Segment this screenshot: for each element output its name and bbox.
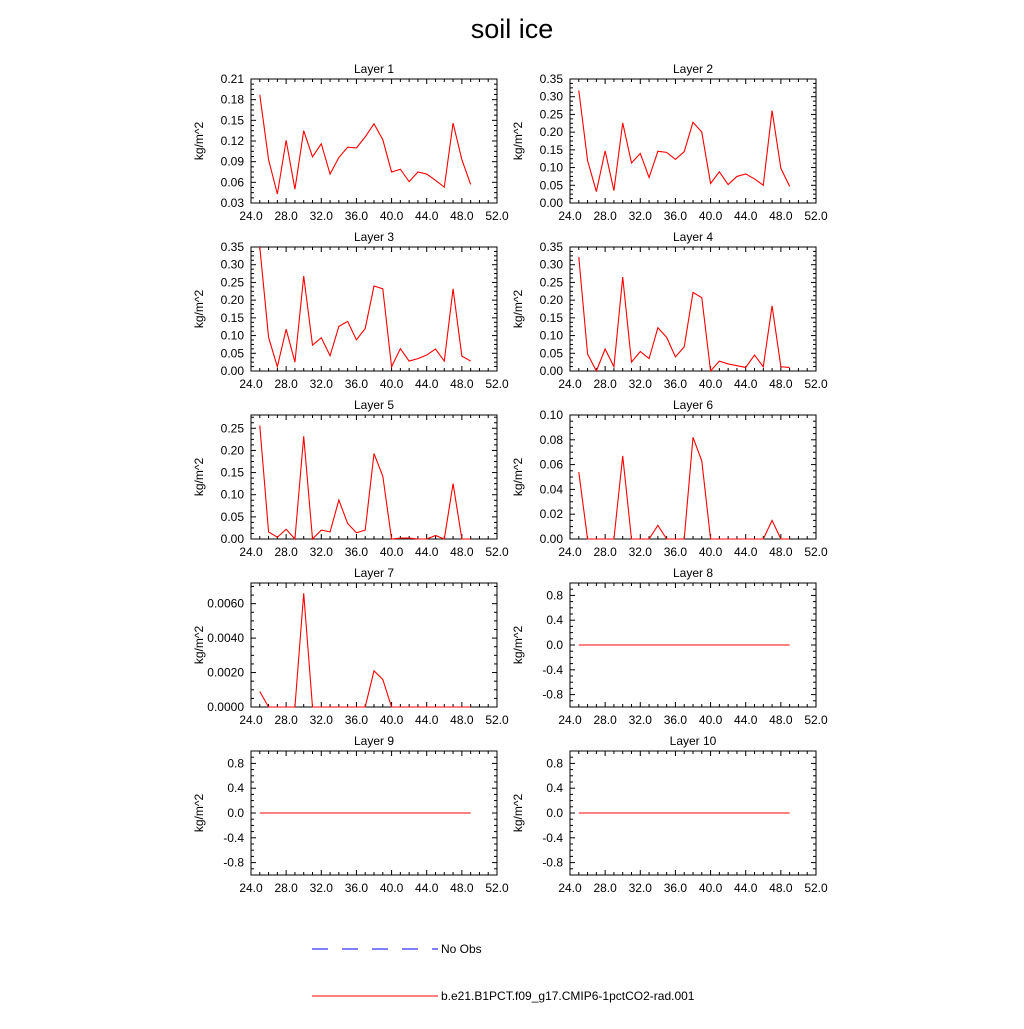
series-line bbox=[260, 593, 471, 707]
x-tick-label: 28.0 bbox=[593, 377, 617, 391]
x-tick-label: 28.0 bbox=[593, 545, 617, 559]
x-tick-label: 32.0 bbox=[628, 377, 652, 391]
y-tick-label: 0.15 bbox=[220, 113, 244, 128]
x-tick-label: 36.0 bbox=[344, 209, 369, 223]
x-tick-label: 32.0 bbox=[309, 545, 333, 559]
y-axis-label: kg/m^2 bbox=[511, 121, 525, 161]
x-tick-label: 48.0 bbox=[769, 209, 793, 223]
x-tick-label: 44.0 bbox=[415, 209, 439, 223]
y-tick-label: 0.4 bbox=[227, 781, 244, 796]
y-tick-label: 0.02 bbox=[539, 507, 563, 522]
chart-panel-8 bbox=[511, 566, 828, 727]
x-tick-label: 36.0 bbox=[344, 713, 369, 727]
x-tick-label: 36.0 bbox=[663, 713, 688, 727]
x-tick-label: 32.0 bbox=[309, 881, 333, 895]
series-line bbox=[260, 95, 471, 194]
x-tick-label: 24.0 bbox=[239, 545, 263, 559]
x-tick-label: 48.0 bbox=[769, 377, 793, 391]
y-tick-label: 0.00 bbox=[539, 532, 563, 546]
x-tick-label: 40.0 bbox=[698, 377, 723, 391]
x-tick-label: 24.0 bbox=[558, 377, 582, 391]
chart-panel-3 bbox=[192, 230, 509, 391]
y-tick-label: -0.8 bbox=[542, 687, 563, 702]
x-tick-label: 40.0 bbox=[698, 881, 723, 895]
x-tick-label: 28.0 bbox=[593, 209, 617, 223]
x-tick-label: 52.0 bbox=[804, 209, 828, 223]
y-axis-label: kg/m^2 bbox=[511, 793, 525, 833]
x-tick-label: 32.0 bbox=[309, 713, 333, 727]
y-tick-label: 0.30 bbox=[220, 257, 244, 272]
x-tick-label: 24.0 bbox=[558, 545, 582, 559]
y-tick-label: 0.35 bbox=[220, 240, 244, 254]
y-tick-label: 0.15 bbox=[539, 310, 563, 325]
y-tick-label: 0.4 bbox=[546, 613, 563, 628]
y-tick-label: 0.25 bbox=[220, 421, 244, 436]
chart-panel-6 bbox=[511, 398, 828, 559]
y-tick-label: 0.0040 bbox=[207, 631, 244, 646]
y-tick-label: 0.25 bbox=[539, 107, 563, 122]
panel-title: Layer 6 bbox=[672, 398, 714, 412]
series-line bbox=[260, 426, 471, 539]
y-tick-label: 0.10 bbox=[220, 328, 244, 343]
y-axis-label: kg/m^2 bbox=[511, 457, 525, 497]
panel-title: Layer 5 bbox=[353, 398, 395, 412]
x-tick-label: 32.0 bbox=[309, 209, 333, 223]
y-tick-label: 0.20 bbox=[220, 443, 244, 458]
y-axis-label: kg/m^2 bbox=[192, 625, 206, 665]
y-tick-label: 0.21 bbox=[220, 72, 244, 86]
y-tick-label: 0.8 bbox=[227, 756, 244, 771]
plot-frame bbox=[251, 247, 497, 371]
x-tick-label: 44.0 bbox=[734, 545, 758, 559]
legend bbox=[312, 942, 695, 1003]
y-tick-label: 0.00 bbox=[539, 364, 563, 378]
x-tick-label: 36.0 bbox=[663, 377, 688, 391]
y-tick-label: 0.30 bbox=[539, 89, 563, 104]
y-axis-label: kg/m^2 bbox=[511, 289, 525, 329]
x-tick-label: 52.0 bbox=[485, 545, 509, 559]
series-line bbox=[579, 257, 790, 371]
y-tick-label: 0.8 bbox=[546, 756, 563, 771]
chart-panel-1 bbox=[192, 62, 509, 223]
x-tick-label: 52.0 bbox=[804, 881, 828, 895]
x-tick-label: 48.0 bbox=[769, 713, 793, 727]
x-tick-label: 44.0 bbox=[415, 713, 439, 727]
y-tick-label: 0.05 bbox=[539, 346, 563, 361]
x-tick-label: 24.0 bbox=[239, 713, 263, 727]
y-tick-label: 0.09 bbox=[220, 154, 244, 169]
x-tick-label: 36.0 bbox=[663, 209, 688, 223]
y-tick-label: 0.0000 bbox=[207, 700, 244, 714]
y-tick-label: 0.05 bbox=[539, 178, 563, 193]
y-tick-label: 0.00 bbox=[220, 532, 244, 546]
x-tick-label: 32.0 bbox=[309, 377, 333, 391]
chart-panel-5 bbox=[192, 398, 509, 559]
x-tick-label: 28.0 bbox=[274, 545, 298, 559]
plot-frame bbox=[570, 415, 816, 539]
y-tick-label: 0.20 bbox=[220, 293, 244, 308]
y-tick-label: -0.4 bbox=[542, 662, 563, 677]
y-axis-label: kg/m^2 bbox=[192, 457, 206, 497]
x-tick-label: 36.0 bbox=[344, 545, 369, 559]
y-tick-label: 0.0 bbox=[546, 806, 563, 820]
y-tick-label: 0.15 bbox=[539, 142, 563, 157]
y-axis-label: kg/m^2 bbox=[192, 289, 206, 329]
y-tick-label: 0.03 bbox=[220, 196, 244, 210]
x-tick-label: 36.0 bbox=[663, 881, 688, 895]
x-tick-label: 44.0 bbox=[734, 209, 758, 223]
y-tick-label: 0.0060 bbox=[207, 596, 244, 611]
x-tick-label: 40.0 bbox=[379, 377, 404, 391]
y-tick-label: 0.10 bbox=[539, 328, 563, 343]
x-tick-label: 24.0 bbox=[558, 209, 582, 223]
y-tick-label: 0.0020 bbox=[207, 665, 244, 680]
legend-label: No Obs bbox=[441, 942, 482, 956]
y-tick-label: -0.4 bbox=[542, 830, 563, 845]
x-tick-label: 52.0 bbox=[804, 377, 828, 391]
panel-title: Layer 3 bbox=[353, 230, 395, 244]
chart-panel-9 bbox=[192, 734, 509, 895]
y-tick-label: 0.18 bbox=[220, 92, 244, 107]
y-tick-label: 0.08 bbox=[539, 432, 563, 447]
x-tick-label: 48.0 bbox=[769, 545, 793, 559]
x-tick-label: 40.0 bbox=[379, 881, 404, 895]
x-tick-label: 48.0 bbox=[450, 713, 474, 727]
x-tick-label: 48.0 bbox=[450, 377, 474, 391]
panel-title: Layer 2 bbox=[672, 62, 714, 76]
y-axis-label: kg/m^2 bbox=[511, 625, 525, 665]
x-tick-label: 24.0 bbox=[239, 209, 263, 223]
y-tick-label: 0.35 bbox=[539, 240, 563, 254]
x-tick-label: 28.0 bbox=[593, 881, 617, 895]
y-tick-label: 0.00 bbox=[539, 196, 563, 210]
x-tick-label: 32.0 bbox=[628, 881, 652, 895]
chart-panel-10 bbox=[511, 734, 828, 895]
x-tick-label: 32.0 bbox=[628, 545, 652, 559]
x-tick-label: 52.0 bbox=[485, 881, 509, 895]
x-tick-label: 40.0 bbox=[698, 713, 723, 727]
x-tick-label: 44.0 bbox=[415, 881, 439, 895]
plot-frame bbox=[570, 79, 816, 203]
x-tick-label: 32.0 bbox=[628, 713, 652, 727]
x-tick-label: 52.0 bbox=[804, 713, 828, 727]
y-tick-label: 0.30 bbox=[539, 257, 563, 272]
x-tick-label: 44.0 bbox=[734, 881, 758, 895]
x-tick-label: 28.0 bbox=[274, 713, 298, 727]
x-tick-label: 44.0 bbox=[415, 377, 439, 391]
x-tick-label: 28.0 bbox=[274, 377, 298, 391]
y-tick-label: 0.0 bbox=[546, 638, 563, 652]
x-tick-label: 24.0 bbox=[558, 713, 582, 727]
series-line bbox=[579, 90, 790, 191]
y-tick-label: 0.05 bbox=[220, 346, 244, 361]
x-tick-label: 48.0 bbox=[769, 881, 793, 895]
y-tick-label: 0.0 bbox=[227, 806, 244, 820]
y-tick-label: 0.20 bbox=[539, 125, 563, 140]
x-tick-label: 40.0 bbox=[379, 209, 404, 223]
x-tick-label: 40.0 bbox=[698, 209, 723, 223]
x-tick-label: 48.0 bbox=[450, 545, 474, 559]
y-axis-label: kg/m^2 bbox=[192, 793, 206, 833]
y-tick-label: 0.35 bbox=[539, 72, 563, 86]
y-tick-label: 0.15 bbox=[220, 310, 244, 325]
chart-panel-7 bbox=[192, 566, 509, 727]
plot-frame bbox=[251, 583, 497, 707]
panel-title: Layer 9 bbox=[353, 734, 395, 748]
x-tick-label: 44.0 bbox=[415, 545, 439, 559]
x-tick-label: 52.0 bbox=[804, 545, 828, 559]
y-tick-label: 0.25 bbox=[220, 275, 244, 290]
x-tick-label: 24.0 bbox=[239, 881, 263, 895]
x-tick-label: 48.0 bbox=[450, 209, 474, 223]
x-tick-label: 40.0 bbox=[379, 713, 404, 727]
x-tick-label: 44.0 bbox=[734, 713, 758, 727]
x-tick-label: 28.0 bbox=[593, 713, 617, 727]
y-tick-label: 0.15 bbox=[220, 465, 244, 480]
y-tick-label: 0.25 bbox=[539, 275, 563, 290]
series-line bbox=[579, 437, 790, 539]
plot-frame bbox=[251, 79, 497, 203]
figure-title: soil ice bbox=[470, 14, 554, 44]
y-tick-label: 0.12 bbox=[220, 134, 244, 148]
y-tick-label: 0.20 bbox=[539, 293, 563, 308]
x-tick-label: 52.0 bbox=[485, 209, 509, 223]
y-tick-label: 0.10 bbox=[539, 408, 563, 422]
x-tick-label: 48.0 bbox=[450, 881, 474, 895]
x-tick-label: 28.0 bbox=[274, 881, 298, 895]
panel-title: Layer 10 bbox=[669, 734, 717, 748]
plot-frame bbox=[251, 415, 497, 539]
y-tick-label: 0.8 bbox=[546, 588, 563, 603]
y-tick-label: 0.05 bbox=[220, 509, 244, 524]
chart-panel-2 bbox=[511, 62, 828, 223]
panel-title: Layer 4 bbox=[672, 230, 714, 244]
y-tick-label: -0.8 bbox=[542, 855, 563, 870]
y-axis-label: kg/m^2 bbox=[192, 121, 206, 161]
x-tick-label: 28.0 bbox=[274, 209, 298, 223]
y-tick-label: 0.06 bbox=[220, 175, 244, 190]
y-tick-label: -0.4 bbox=[223, 830, 244, 845]
y-tick-label: 0.06 bbox=[539, 457, 563, 472]
x-tick-label: 40.0 bbox=[379, 545, 404, 559]
x-tick-label: 36.0 bbox=[663, 545, 688, 559]
x-tick-label: 36.0 bbox=[344, 881, 369, 895]
chart-panel-4 bbox=[511, 230, 828, 391]
x-tick-label: 36.0 bbox=[344, 377, 369, 391]
y-tick-label: 0.00 bbox=[220, 364, 244, 378]
y-tick-label: 0.4 bbox=[546, 781, 563, 796]
x-tick-label: 40.0 bbox=[698, 545, 723, 559]
x-tick-label: 52.0 bbox=[485, 377, 509, 391]
y-tick-label: 0.10 bbox=[539, 160, 563, 175]
y-tick-label: 0.04 bbox=[539, 482, 563, 497]
x-tick-label: 44.0 bbox=[734, 377, 758, 391]
panel-title: Layer 1 bbox=[353, 62, 395, 76]
x-tick-label: 32.0 bbox=[628, 209, 652, 223]
series-line bbox=[260, 247, 471, 367]
y-tick-label: -0.8 bbox=[223, 855, 244, 870]
x-tick-label: 24.0 bbox=[558, 881, 582, 895]
x-tick-label: 24.0 bbox=[239, 377, 263, 391]
panel-title: Layer 8 bbox=[672, 566, 714, 580]
y-tick-label: 0.10 bbox=[220, 487, 244, 502]
panel-title: Layer 7 bbox=[353, 566, 395, 580]
legend-label: b.e21.B1PCT.f09_g17.CMIP6-1pctCO2-rad.001 bbox=[441, 989, 695, 1003]
x-tick-label: 52.0 bbox=[485, 713, 509, 727]
